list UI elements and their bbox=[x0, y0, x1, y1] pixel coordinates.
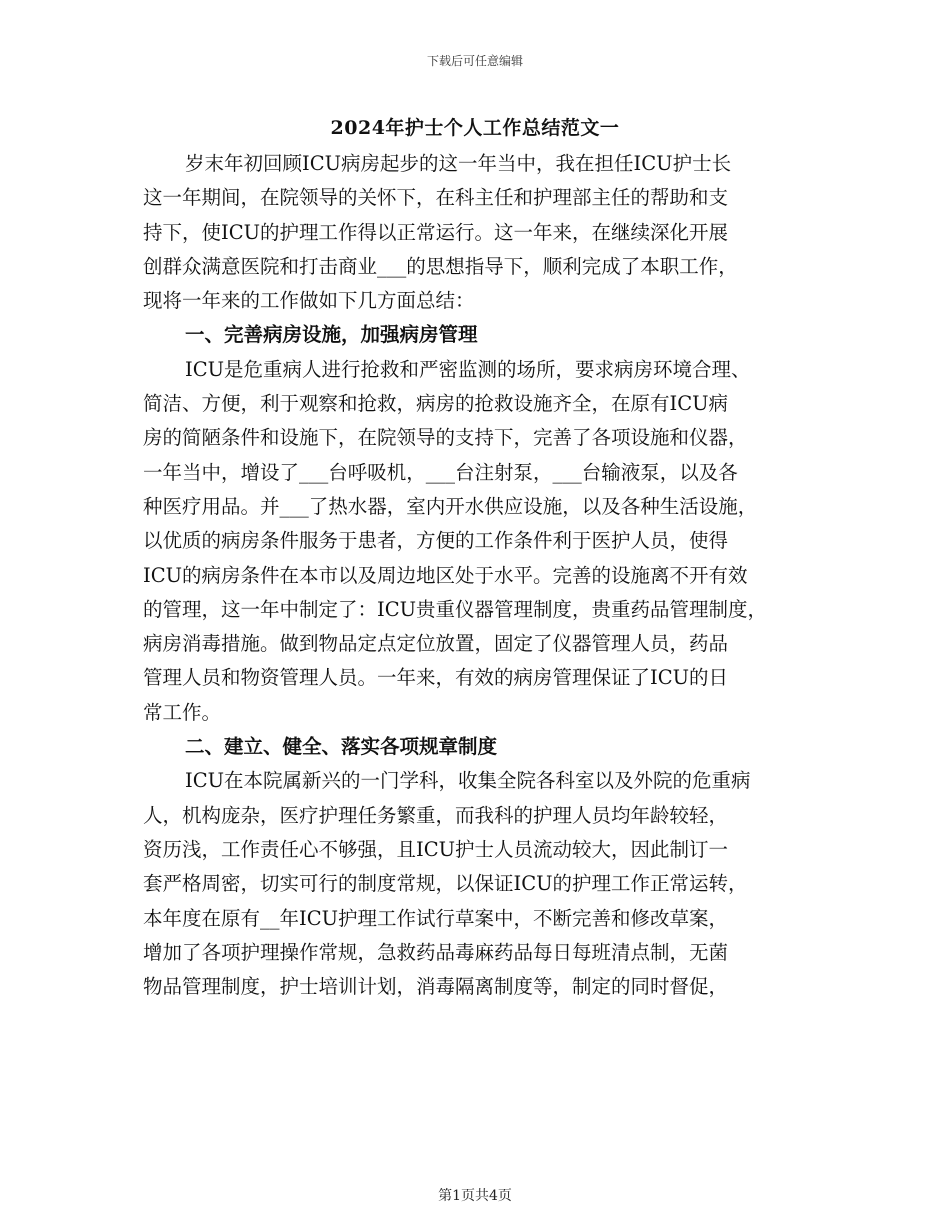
paragraph-line: 种医疗用品。并___了热水器，室内开水供应设施，以及各种生活设施， bbox=[143, 494, 758, 518]
paragraph-line: ICU是危重病人进行抢救和严密监测的场所，要求病房环境合理、 bbox=[185, 357, 751, 381]
paragraph-line: ICU在本院属新兴的一门学科，收集全院各科室以及外院的危重病 bbox=[185, 769, 751, 793]
paragraph-line: ICU的病房条件在本市以及周边地区处于水平。完善的设施离不开有效 bbox=[143, 563, 748, 587]
paragraph-line: 物品管理制度，护士培训计划，消毒隔离制度等，制定的同时督促， bbox=[143, 975, 729, 999]
paragraph-line: 持下，使ICU的护理工作得以正常运行。这一年来，在继续深化开展 bbox=[143, 220, 729, 244]
paragraph-line: 病房消毒措施。做到物品定点定位放置，固定了仪器管理人员，药品 bbox=[143, 632, 729, 656]
document-title: 2024年护士个人工作总结范文一 bbox=[330, 117, 620, 139]
paragraph-line: 这一年期间，在院领导的关怀下，在科主任和护理部主任的帮助和支 bbox=[143, 186, 729, 210]
page-header: 下载后可任意编辑 bbox=[426, 54, 523, 68]
paragraph-line: 以优质的病房条件服务于患者，方便的工作条件利于医护人员，使得 bbox=[143, 529, 729, 553]
section-heading-2: 二、建立、健全、落实各项规章制度 bbox=[185, 735, 498, 759]
paragraph-line: 本年度在原有__年ICU护理工作试行草案中，不断完善和修改草案， bbox=[143, 906, 729, 930]
paragraph-line: 套严格周密，切实可行的制度常规，以保证ICU的护理工作正常运转， bbox=[143, 872, 748, 896]
paragraph-line: 一年当中，增设了___台呼吸机，___台注射泵，___台输液泵，以及各 bbox=[143, 460, 738, 484]
document-body bbox=[143, 147, 823, 1004]
paragraph-line: 简洁、方便，利于观察和抢救，病房的抢救设施齐全，在原有ICU病 bbox=[143, 392, 729, 416]
paragraph-line: 现将一年来的工作做如下几方面总结： bbox=[143, 289, 475, 313]
paragraph-line: 资历浅，工作责任心不够强，且ICU护士人员流动较大，因此制订一 bbox=[143, 837, 729, 861]
paragraph-line: 管理人员和物资管理人员。一年来，有效的病房管理保证了ICU的日 bbox=[143, 666, 729, 690]
section-heading-1: 一、完善病房设施，加强病房管理 bbox=[185, 323, 478, 347]
paragraph-line: 房的简陋条件和设施下，在院领导的支持下，完善了各项设施和仪器， bbox=[143, 426, 748, 450]
paragraph-line: 创群众满意医院和打击商业___的思想指导下，顺利完成了本职工作， bbox=[143, 254, 738, 278]
page-number-footer: 第1页共4页 bbox=[438, 1188, 512, 1204]
paragraph-line: 人，机构庞杂，医疗护理任务繁重，而我科的护理人员均年龄较轻， bbox=[143, 803, 729, 827]
paragraph-line: 的管理，这一年中制定了：ICU贵重仪器管理制度，贵重药品管理制度， bbox=[143, 597, 768, 621]
paragraph-line: 岁末年初回顾ICU病房起步的这一年当中，我在担任ICU护士长 bbox=[185, 152, 732, 175]
paragraph-line: 增加了各项护理操作常规，急救药品毒麻药品每日每班清点制，无菌 bbox=[143, 940, 729, 964]
paragraph-line: 常工作。 bbox=[143, 700, 222, 724]
